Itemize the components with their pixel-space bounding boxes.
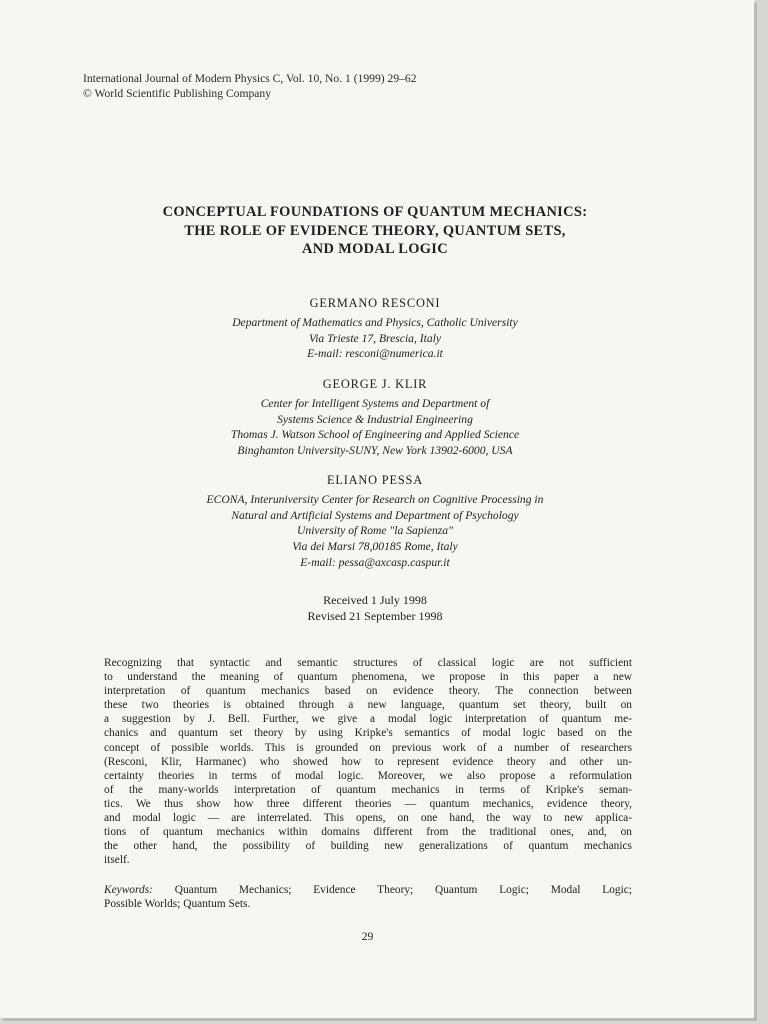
abstract-line: interpretation of quantum mechanics based on evidence theory. The connection between — [104, 685, 632, 698]
affiliation-line: Systems Science & Industrial Engineering — [277, 412, 473, 426]
abstract-line: to understand the meaning of quantum phenomena, we propose in this paper a new — [104, 671, 632, 684]
keywords-list: Quantum Mechanics; Evidence Theory; Quantum Logic; Modal Logic; — [152, 884, 632, 896]
page-number: 29 — [361, 930, 374, 943]
affiliation-line: Natural and Artificial Systems and Department of Psychology — [231, 508, 519, 522]
publisher-line: © World Scientific Publishing Company — [83, 87, 272, 100]
keywords-label: Keywords: — [104, 884, 153, 896]
journal-header — [83, 71, 417, 101]
title-line: AND MODAL LOGIC — [302, 241, 448, 257]
abstract-line: these two theories is obtained through a new language, quantum set theory, built on — [104, 699, 632, 712]
revised-date: Revised 21 September 1998 — [307, 608, 443, 623]
affiliation-line: Department of Mathematics and Physics, Catholic University — [232, 315, 518, 329]
author-email: E-mail: pessa@axcasp.caspur.it — [300, 555, 450, 569]
affiliation-line: Thomas J. Watson School of Engineering and Applied Science — [230, 428, 520, 442]
journal-citation: International Journal of Modern Physics C, Vol. 10, No. 1 (1999) 29–62 — [83, 72, 417, 85]
submission-dates — [60, 593, 690, 624]
abstract-line: Recognizing that syntactic and semantic structures of classical logic are not sufficient — [104, 657, 632, 669]
title-line: THE ROLE OF EVIDENCE THEORY, QUANTUM SETS, — [184, 222, 566, 239]
affiliation-line: University of Rome "la Sapienza" — [297, 524, 453, 538]
paper-title — [60, 203, 690, 259]
author-name: GERMANO RESCONI — [309, 296, 441, 310]
abstract-line: itself. — [104, 854, 130, 867]
affiliation-line: Via dei Marsi 78,00185 Rome, Italy — [292, 540, 458, 554]
received-date: Received 1 July 1998 — [323, 593, 427, 607]
abstract-line: tics. We thus show how three different theories — quantum mechanics, evidence theory, — [104, 797, 632, 810]
affiliation-line: ECONA, Interuniversity Center for Research on Cognitive Processing in — [206, 492, 544, 506]
abstract-line: and modal logic — are interrelated. This opens, on one hand, the way to new applica- — [104, 812, 632, 825]
author-block-resconi — [60, 296, 690, 362]
author-name: GEORGE J. KLIR — [322, 377, 428, 391]
keywords-line: Possible Worlds; Quantum Sets. — [104, 898, 251, 911]
abstract-line: (Resconi, Klir, Harmanec) who showed how to represent evidence theory and other un- — [104, 755, 632, 768]
keywords-line — [104, 883, 632, 897]
affiliation-line: Via Trieste 17, Brescia, Italy — [308, 331, 442, 345]
affiliation-line: Binghamton University-SUNY, New York 13902-6000, USA — [237, 444, 513, 458]
abstract-line: concept of possible worlds. This is grounded on previous work of a number of researchers — [104, 741, 632, 754]
author-email: E-mail: resconi@numerica.it — [307, 347, 443, 361]
abstract-line: a suggestion by J. Bell. Further, we give a modal logic interpretation of quantum me- — [104, 713, 632, 726]
abstract-line: certainty theories in terms of modal logic. Moreover, we also propose a reformulation — [104, 769, 632, 782]
author-block-pessa — [60, 473, 690, 571]
affiliation-line: Center for Intelligent Systems and Department of — [260, 396, 490, 410]
author-name: ELIANO PESSA — [327, 473, 423, 487]
abstract — [104, 656, 632, 867]
author-block-klir — [60, 377, 690, 459]
abstract-line: chanics and quantum set theory by using Kripke's semantics of modal logic based on the — [104, 727, 632, 740]
abstract-line: tions of quantum mechanics within domains different from the traditional ones, and, on — [104, 826, 632, 839]
keywords — [104, 883, 632, 911]
title-line: CONCEPTUAL FOUNDATIONS OF QUANTUM MECHANICS: — [162, 204, 588, 220]
abstract-line: the other hand, the possibility of building new generalizations of quantum mechanics — [104, 840, 632, 853]
abstract-line: of the many-worlds interpretation of quantum mechanics in terms of Kripke's seman- — [104, 783, 632, 796]
